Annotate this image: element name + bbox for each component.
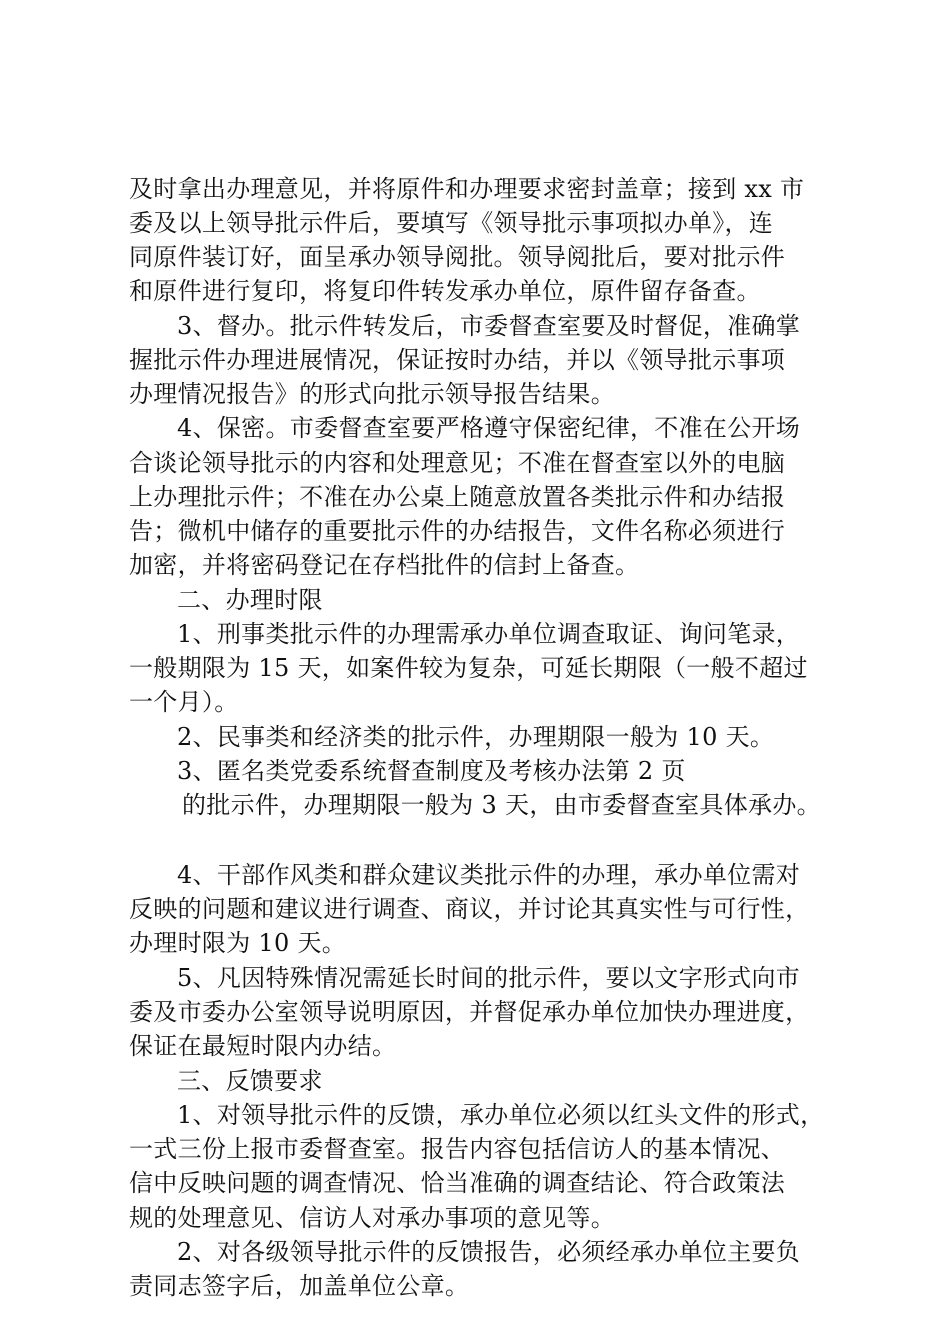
text-line: 1、刑事类批示件的办理需承办单位调查取证、询问笔录， [177,620,801,648]
text-line: 委及市委办公室领导说明原因，并督促承办单位加快办理进度， [129,998,810,1026]
section-heading: 二、办理时限 [177,586,323,614]
text-line: 的批示件，办理期限一般为 3 天，由市委督查室具体承办。 [182,791,821,819]
text-line: 责同志签字后，加盖单位公章。 [129,1272,470,1300]
section-heading: 三、反馈要求 [177,1067,323,1095]
text-line: 一个月）。 [129,688,239,716]
text-line: 1、对领导批示件的反馈，承办单位必须以红头文件的形式， [177,1101,825,1129]
text-line: 规的处理意见、信访人对承办事项的意见等。 [129,1204,615,1232]
text-line: 上办理批示件；不准在办公桌上随意放置各类批示件和办结报 [129,483,786,511]
text-line: 信中反映问题的调查情况、恰当准确的调查结论、符合政策法 [129,1169,786,1197]
text-line: 同原件装订好，面呈承办领导阅批。领导阅批后，要对批示件 [129,243,786,271]
text-line: 2、对各级领导批示件的反馈报告，必须经承办单位主要负 [177,1238,801,1266]
text-line: 委及以上领导批示件后，要填写《领导批示事项拟办单》，连 [129,209,774,237]
text-line: 办理时限为 10 天。 [129,929,347,957]
text-line: 一般期限为 15 天，如案件较为复杂，可延长期限（一般不超过 [129,654,808,682]
text-line: 4、保密。市委督查室要严格遵守保密纪律，不准在公开场 [177,414,801,442]
text-line: 5、凡因特殊情况需延长时间的批示件，要以文字形式向市 [177,964,801,992]
text-line: 4、干部作风类和群众建议类批示件的办理，承办单位需对 [177,861,801,889]
text-line: 及时拿出办理意见，并将原件和办理要求密封盖章；接到 xx 市 [129,175,805,203]
text-line: 和原件进行复印，将复印件转发承办单位，原件留存备查。 [129,277,761,305]
text-line: 反映的问题和建议进行调查、商议，并讨论其真实性与可行性， [129,895,810,923]
text-line: 3、督办。批示件转发后，市委督查室要及时督促，准确掌 [177,312,801,340]
text-line: 保证在最短时限内办结。 [129,1032,397,1060]
text-line: 办理情况报告》的形式向批示领导报告结果。 [129,380,615,408]
text-line: 加密，并将密码登记在存档批件的信封上备查。 [129,551,640,579]
text-line: 一式三份上报市委督查室。报告内容包括信访人的基本情况、 [129,1135,786,1163]
text-line: 合谈论领导批示的内容和处理意见；不准在督查室以外的电脑 [129,449,786,477]
text-line: 2、民事类和经济类的批示件，办理期限一般为 10 天。 [177,723,775,751]
text-line: 告；微机中储存的重要批示件的办结报告，文件名称必须进行 [129,517,786,545]
text-line: 3、匿名类党委系统督查制度及考核办法第 2 页 [177,757,686,785]
text-line: 握批示件办理进展情况，保证按时办结，并以《领导批示事项 [129,346,786,374]
